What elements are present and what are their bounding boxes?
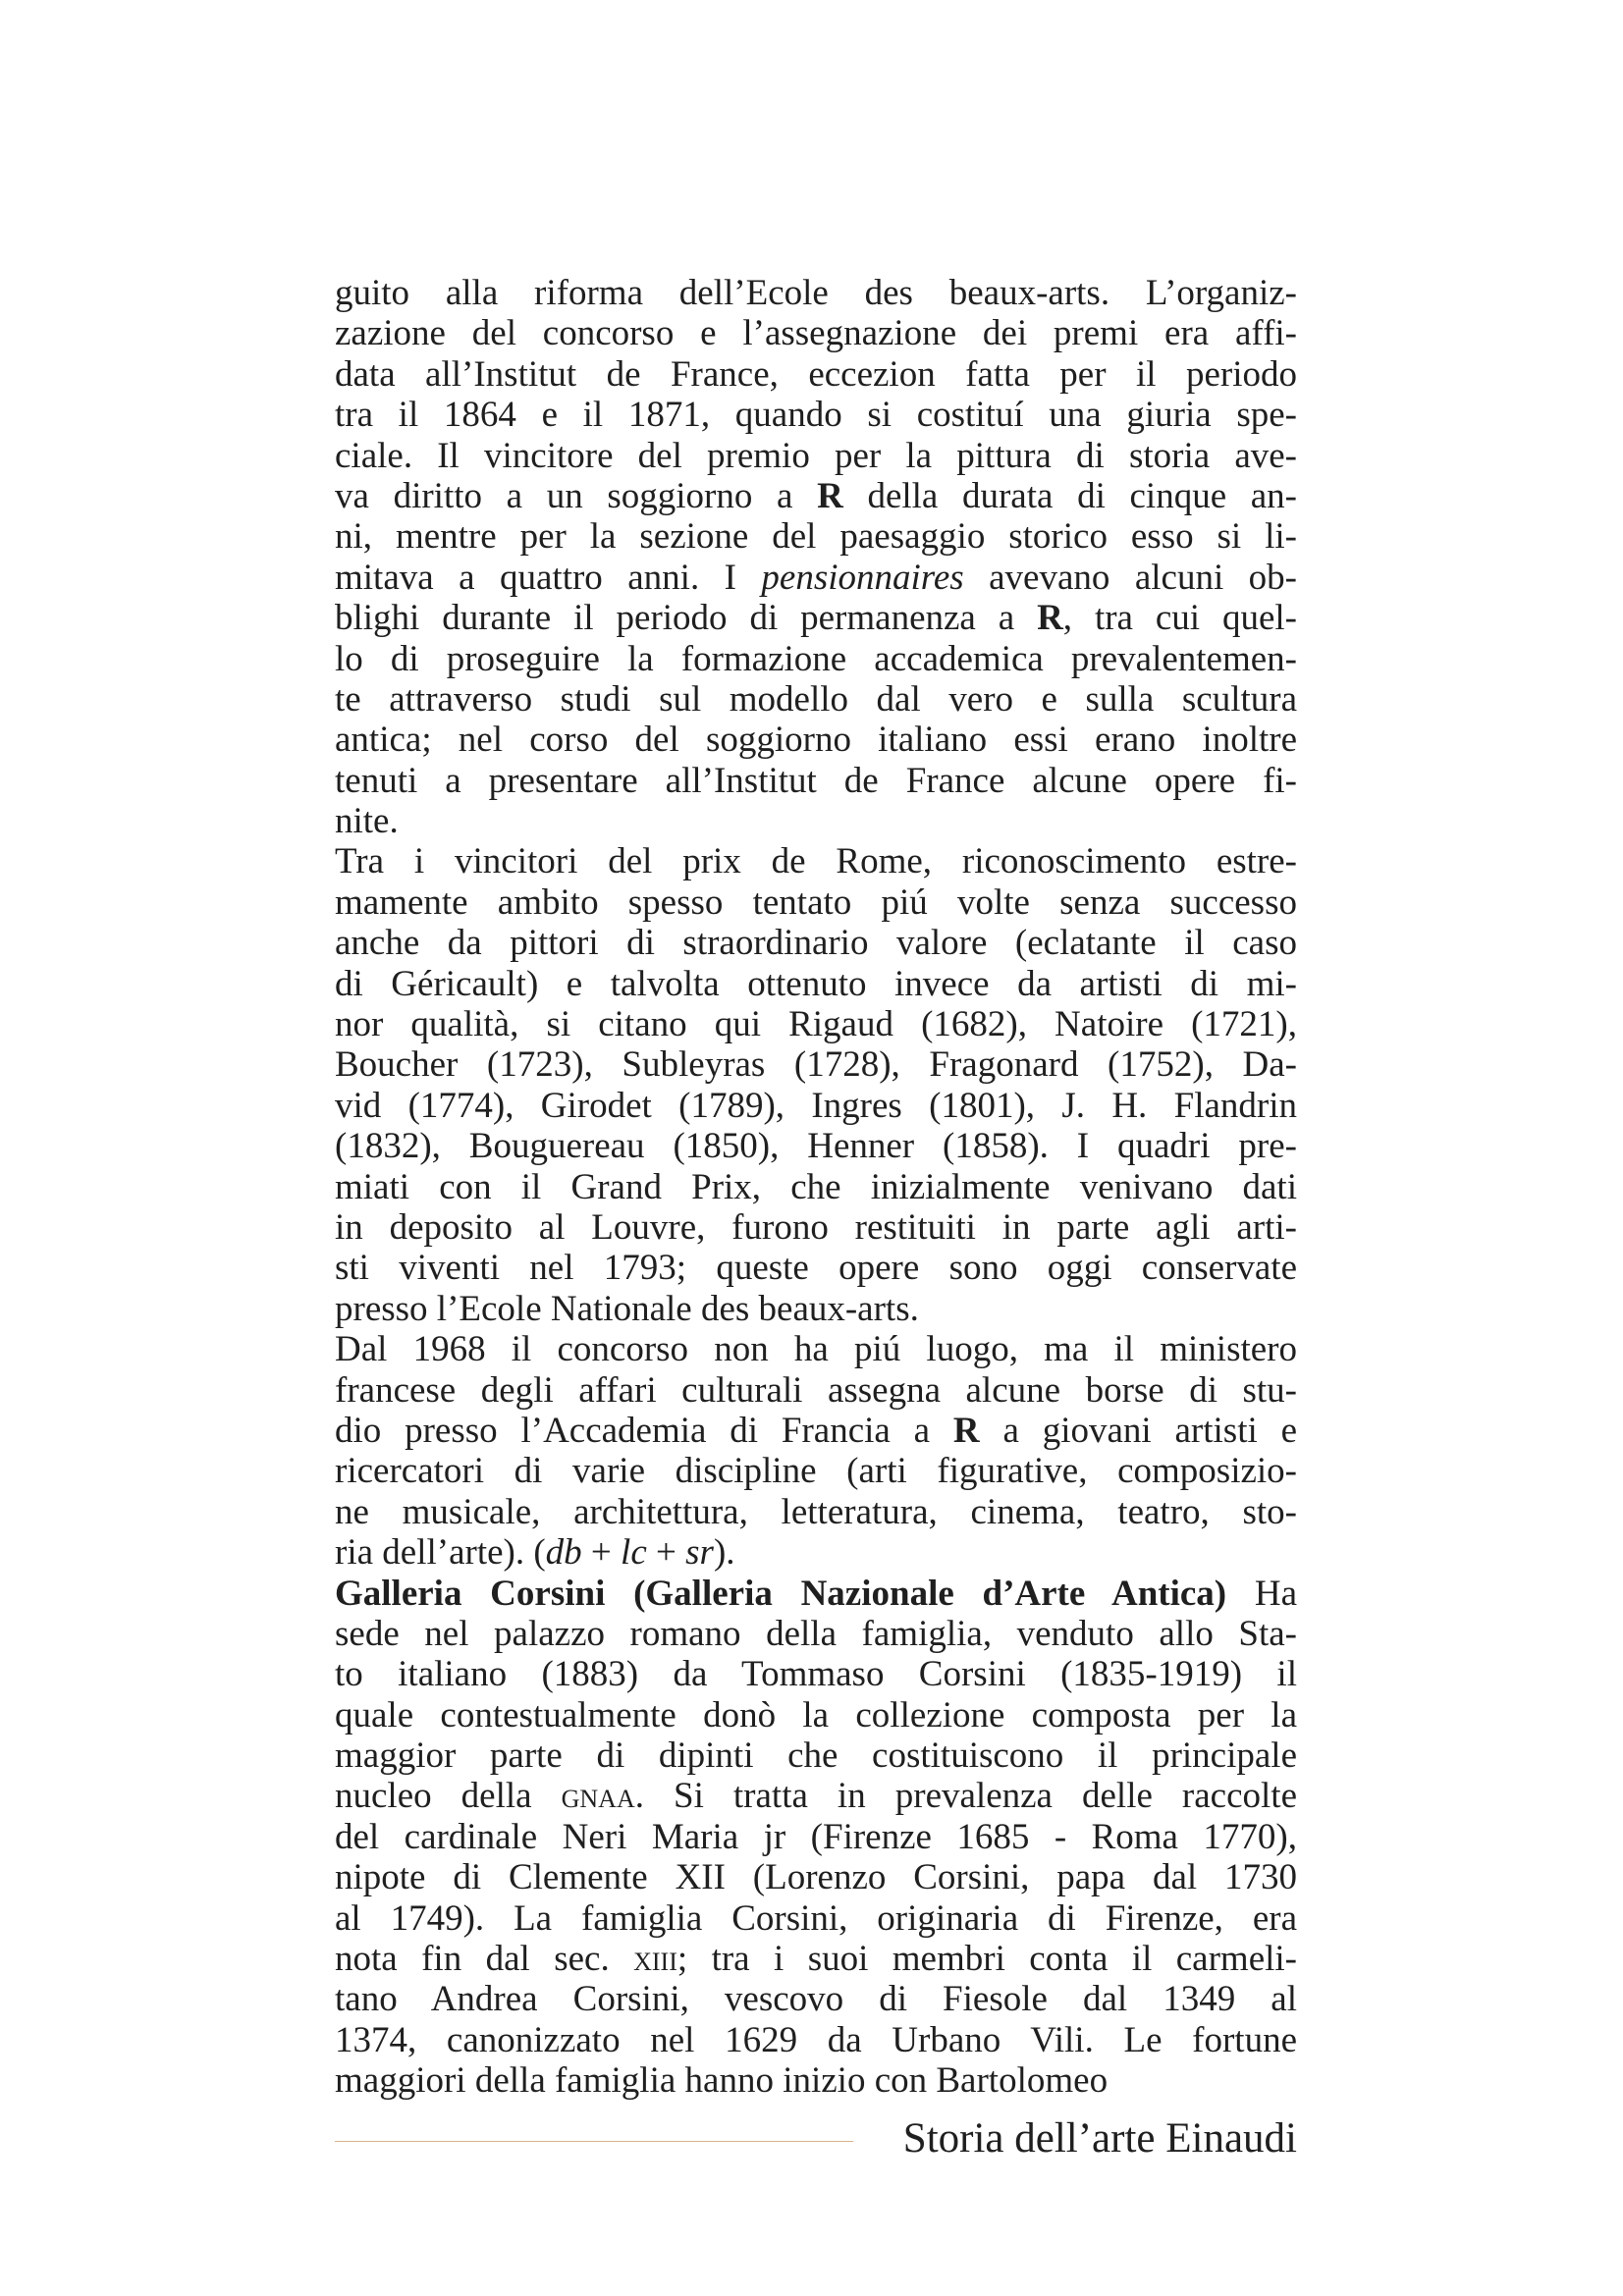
bold-text: R [1037,598,1063,639]
text-line [335,1614,1297,1654]
text-line [335,1776,1297,1816]
line-text: di Géricault) e talvolta ottenuto invece da artisti di mi- [335,963,1297,1004]
line-text: ciale. Il vincitore del premio per la pittura di storia ave- [335,435,1297,476]
line-text: avevano alcuni ob- [963,557,1297,598]
text-line [335,2060,1297,2101]
line-text: in deposito al Louvre, furono restituiti in parte agli arti- [335,1206,1297,1248]
text-line [335,1654,1297,1694]
line-text: del cardinale Neri Maria jr (Firenze 1685 - Roma 1770), [335,1816,1297,1857]
line-text: della durata di cinque an- [842,475,1297,516]
line-text: Tra i vincitori del prix de Rome, riconoscimento estre- [335,841,1297,882]
text-line [335,1492,1297,1532]
text-line [335,354,1297,395]
text-line [335,1207,1297,1248]
body-text [335,273,1297,2102]
footer-title: Storia dell’arte Einaudi [902,2115,1297,2162]
line-text: sede nel palazzo romano della famiglia, venduto allo Sta- [335,1613,1297,1654]
line-text: , tra cui quel- [1062,598,1297,639]
text-line [335,841,1297,881]
line-text: Ha [1226,1573,1297,1614]
text-line [335,1167,1297,1207]
text-line [335,882,1297,923]
text-line [335,598,1297,638]
line-text: miati con il Grand Prix, che inizialmente venivano dati [335,1166,1297,1207]
line-text: 1374, canonizzato nel 1629 da Urbano Vili. Le fortune [335,2019,1297,2060]
text-line [335,2020,1297,2060]
text-line [335,1004,1297,1044]
text-line [335,1370,1297,1411]
line-text: nota fin dal sec. [335,1939,634,1980]
line-text: va diritto a un soggiorno a [335,475,818,516]
line-text: Boucher (1723), Subleyras (1728), Fragonard (1752), Da- [335,1044,1297,1086]
line-text: lo di proseguire la formazione accademica prevalentemen- [335,638,1297,679]
bold-text: R [952,1410,980,1451]
line-text: vid (1774), Girodet (1789), Ingres (1801), J. H. Flandrin [335,1085,1297,1126]
text-line [335,1451,1297,1491]
text-line [335,1329,1297,1369]
bold-text: R [817,475,843,516]
line-text: blighi durante il periodo di permanenza a [335,598,1038,639]
text-line [335,1817,1297,1857]
text-line [335,639,1297,679]
line-text: ). [713,1532,735,1574]
line-text: dio presso l’Accademia di Francia a [335,1410,953,1451]
line-text: zazione del concorso e l’assegnazione dei premi era affi- [335,313,1297,354]
line-text: sti viventi nel 1793; queste opere sono oggi conservate [335,1248,1297,1289]
text-line [335,1695,1297,1735]
text-line [335,1898,1297,1939]
text-line [335,761,1297,801]
small-caps-text: xiii [633,1939,677,1980]
line-text: ; tra i suoi membri conta il carmeli- [676,1939,1298,1980]
line-text: mitava a quattro anni. I [335,557,762,598]
line-text: te attraverso studi sul modello dal vero e sulla scultura [335,678,1297,720]
line-text: guito alla riforma dell’Ecole des beaux-arts. L’organiz- [335,273,1297,313]
footer-rule [335,2141,853,2142]
text-line [335,1532,1297,1573]
line-text: to italiano (1883) da Tommaso Corsini (1835-1919) il [335,1654,1297,1695]
line-text: maggior parte di dipinti che costituiscono il principale [335,1735,1297,1777]
text-line [335,1735,1297,1776]
text-line [335,1289,1297,1329]
text-line [335,1939,1297,1979]
text-line [335,720,1297,760]
line-text: al 1749). La famiglia Corsini, originaria di Firenze, era [335,1897,1297,1939]
line-text: ricercatori di varie discipline (arti figurative, composizio- [335,1451,1297,1492]
line-text: ne musicale, architettura, letteratura, cinema, teatro, sto- [335,1491,1297,1532]
line-text: anche da pittori di straordinario valore (eclatante il caso [335,923,1297,964]
line-text: ria dell’arte). ( [335,1532,546,1574]
line-text: tra il 1864 e il 1871, quando si costituí una giuria spe- [335,395,1297,436]
line-text: presso l’Ecole Nationale des beaux-arts. [335,1288,919,1329]
text-line [335,476,1297,516]
line-text: Dal 1968 il concorso non ha piú luogo, ma il ministero [335,1329,1297,1370]
text-line [335,516,1297,557]
text-line [335,923,1297,963]
text-line [335,801,1297,841]
text-line [335,1857,1297,1897]
text-line [335,1086,1297,1126]
small-caps-text: gnaa [561,1776,635,1817]
text-line [335,313,1297,353]
text-line [335,395,1297,435]
text-line [335,1411,1297,1451]
text-line [335,1044,1297,1085]
text-line [335,1126,1297,1166]
text-line [335,1248,1297,1288]
bold-text: Galleria Corsini (Galleria Nazionale d’Arte Antica) [335,1573,1227,1614]
line-text: . Si tratta in prevalenza delle raccolte [634,1776,1297,1817]
text-line [335,436,1297,476]
line-text: antica; nel corso del soggiorno italiano essi erano inoltre [335,720,1297,761]
line-text: mamente ambito spesso tentato piú volte senza successo [335,881,1297,923]
line-text: a giovani artisti e [979,1410,1297,1451]
italic-text: pensionnaires [761,557,964,598]
text-line [335,1574,1297,1614]
text-line [335,558,1297,598]
italic-text: db [545,1532,582,1574]
text-line [335,679,1297,720]
line-text: quale contestualmente donò la collezione composta per la [335,1694,1297,1735]
italic-text: sr [685,1532,714,1574]
line-text: ni, mentre per la sezione del paesaggio storico esso si li- [335,516,1297,558]
italic-text: lc [621,1532,647,1574]
line-text: maggiori della famiglia hanno inizio con Bartolomeo [335,2060,1109,2102]
line-text: + [581,1532,622,1574]
line-text: francese degli affari culturali assegna alcune borse di stu- [335,1369,1297,1411]
line-text: nucleo della [335,1776,562,1817]
line-text: + [646,1532,686,1574]
text-line [335,964,1297,1004]
line-text: data all’Institut de France, eccezion fatta per il periodo [335,353,1297,395]
line-text: tano Andrea Corsini, vescovo di Fiesole dal 1349 al [335,1979,1297,2020]
line-text: tenuti a presentare all’Institut de France alcune opere fi- [335,760,1297,801]
line-text: nipote di Clemente XII (Lorenzo Corsini, papa dal 1730 [335,1857,1297,1898]
line-text: nor qualità, si citano qui Rigaud (1682), Natoire (1721), [335,1004,1297,1045]
line-text: nite. [335,801,399,842]
text-line [335,1979,1297,2019]
text-line [335,273,1297,313]
line-text: (1832), Bouguereau (1850), Henner (1858). I quadri pre- [335,1126,1297,1167]
